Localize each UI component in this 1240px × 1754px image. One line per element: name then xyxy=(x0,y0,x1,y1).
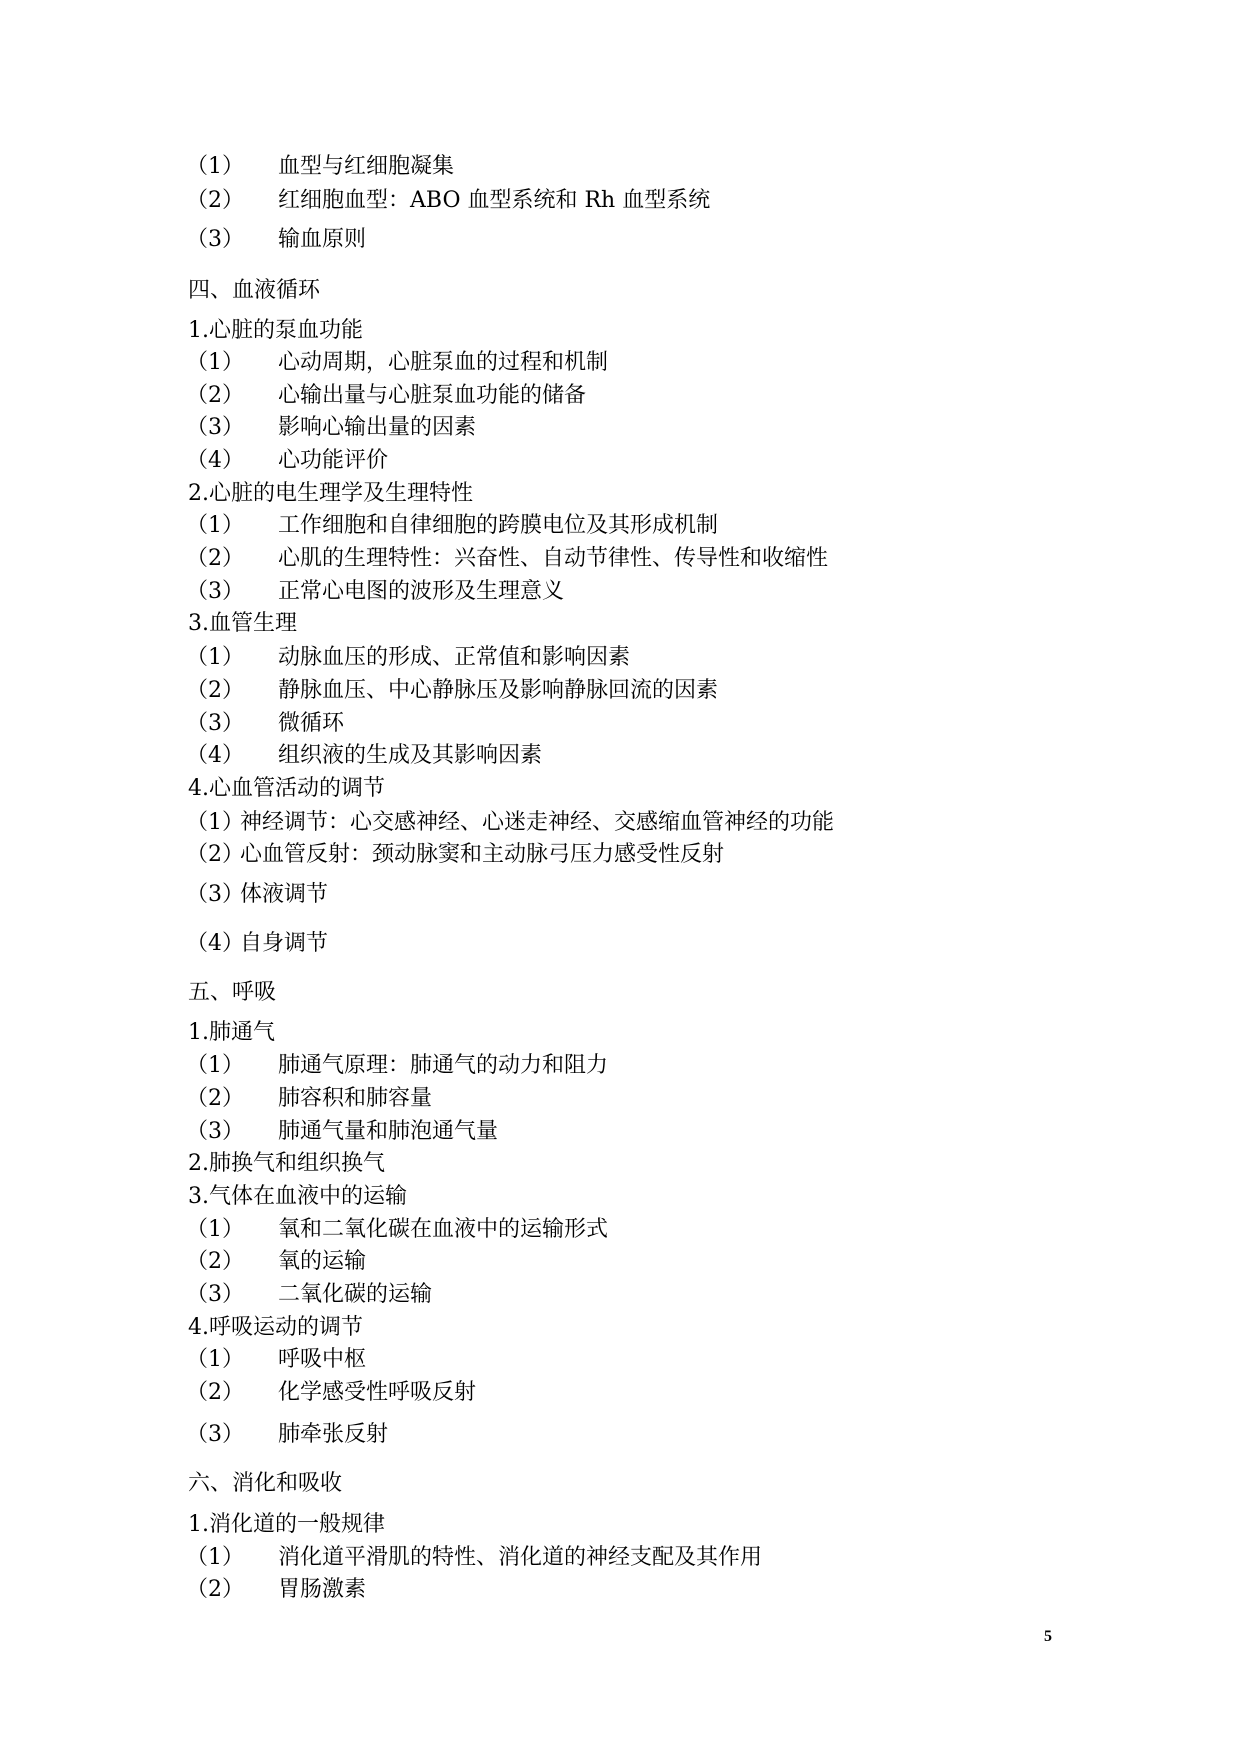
outline-item xyxy=(186,447,389,474)
item-text: 肺通气原理：肺通气的动力和阻力 xyxy=(278,1053,609,1079)
subsection-heading: 1.心脏的泵血功能 xyxy=(188,318,363,344)
section-heading: 六、消化和吸收 xyxy=(188,1471,343,1497)
item-number: （1） xyxy=(186,349,244,375)
subsection-heading: 1.肺通气 xyxy=(188,1020,275,1046)
item-text: 肺容积和肺容量 xyxy=(278,1085,433,1111)
item-text: 微循环 xyxy=(278,710,345,736)
page-number: 5 xyxy=(1044,1628,1052,1645)
outline-item xyxy=(186,153,455,180)
outline-item xyxy=(186,513,719,539)
subsection-heading: 4.呼吸运动的调节 xyxy=(188,1314,363,1340)
section-heading: 四、血液循环 xyxy=(188,277,321,303)
item-number: （3） xyxy=(186,1421,244,1447)
item-number: （1） xyxy=(186,153,244,179)
item-number: （4） xyxy=(186,743,244,769)
outline-item xyxy=(186,227,367,253)
item-text: 氧的运输 xyxy=(278,1249,367,1275)
item-number: （1） xyxy=(186,1347,244,1373)
item-text: 化学感受性呼吸反射 xyxy=(278,1379,477,1405)
item-number: （2） xyxy=(186,1577,244,1603)
item-number: （3） xyxy=(186,1118,244,1144)
item-number: （2） xyxy=(186,545,244,571)
item-number: （3） xyxy=(186,415,244,441)
subsection-heading: 1.消化道的一般规律 xyxy=(188,1511,385,1537)
item-text: 动脉血压的形成、正常值和影响因素 xyxy=(278,645,631,671)
item-text: 胃肠激素 xyxy=(278,1577,367,1603)
item-text: 心动周期，心脏泵血的过程和机制 xyxy=(278,349,609,375)
outline-item xyxy=(186,1216,609,1243)
outline-item xyxy=(186,931,328,957)
item-text: 正常心电图的波形及生理意义 xyxy=(278,578,565,604)
outline-item xyxy=(186,1347,367,1373)
subsection-heading: 3.气体在血液中的运输 xyxy=(188,1183,407,1209)
item-text: 工作细胞和自律细胞的跨膜电位及其形成机制 xyxy=(278,513,719,539)
subsection-heading: 4.心血管活动的调节 xyxy=(188,775,385,801)
item-number: （2） xyxy=(186,1085,244,1111)
item-number: （1） xyxy=(186,1053,244,1079)
outline-item xyxy=(186,710,345,737)
item-text: 体液调节 xyxy=(240,881,329,907)
item-number: （2） xyxy=(186,1249,244,1275)
item-number: （2） xyxy=(186,382,244,408)
item-number: （1） xyxy=(186,1544,244,1570)
item-text: 呼吸中枢 xyxy=(278,1347,367,1373)
item-text: 心功能评价 xyxy=(278,447,389,473)
outline-item xyxy=(186,1249,367,1275)
item-number: （2） xyxy=(186,1379,244,1405)
section-heading: 五、呼吸 xyxy=(188,979,277,1005)
item-number: （2） xyxy=(186,677,244,703)
item-number: （2） xyxy=(186,842,244,868)
outline-item xyxy=(186,743,543,769)
outline-item xyxy=(186,882,328,908)
outline-item xyxy=(186,415,477,441)
item-text: 消化道平滑肌的特性、消化道的神经支配及其作用 xyxy=(278,1544,763,1570)
outline-item xyxy=(186,1281,433,1308)
outline-item xyxy=(186,1544,763,1571)
outline-item xyxy=(186,349,609,376)
item-text: 肺牵张反射 xyxy=(278,1421,389,1447)
outline-item xyxy=(186,1421,389,1448)
item-number: （3） xyxy=(186,578,244,604)
item-number: （4） xyxy=(186,931,244,957)
item-number: （4） xyxy=(186,447,244,473)
item-number: （1） xyxy=(186,645,244,671)
item-text: 神经调节：心交感神经、心迷走神经、交感缩血管神经的功能 xyxy=(240,809,835,835)
outline-item xyxy=(186,1085,433,1112)
item-number: （2） xyxy=(186,187,244,213)
outline-item xyxy=(186,677,719,704)
outline-item xyxy=(186,810,834,836)
item-text: 自身调节 xyxy=(240,931,329,957)
item-text: 输血原则 xyxy=(278,227,367,253)
item-text: 心输出量与心脏泵血功能的储备 xyxy=(278,382,587,408)
item-number: （3） xyxy=(186,227,244,253)
item-text: 血型与红细胞凝集 xyxy=(278,153,455,179)
item-text: 影响心输出量的因素 xyxy=(278,415,477,441)
outline-item xyxy=(186,578,565,605)
item-text: 氧和二氧化碳在血液中的运输形式 xyxy=(278,1216,609,1242)
outline-item xyxy=(186,1053,609,1079)
outline-item xyxy=(186,545,829,572)
outline-item xyxy=(186,187,711,214)
subsection-heading: 2.肺换气和组织换气 xyxy=(188,1151,385,1177)
outline-item xyxy=(186,1379,477,1406)
item-number: （1） xyxy=(186,1216,244,1242)
item-number: （3） xyxy=(186,710,244,736)
outline-item xyxy=(186,645,631,671)
subsection-heading: 3.血管生理 xyxy=(188,611,297,637)
item-number: （1） xyxy=(186,513,244,539)
item-text: 二氧化碳的运输 xyxy=(278,1281,433,1307)
outline-item xyxy=(186,1118,499,1145)
item-text: 红细胞血型：ABO 血型系统和 Rh 血型系统 xyxy=(278,187,711,213)
item-number: （1） xyxy=(186,809,244,835)
outline-item xyxy=(186,382,587,409)
item-text: 心血管反射：颈动脉窦和主动脉弓压力感受性反射 xyxy=(240,842,725,868)
item-number: （3） xyxy=(186,1281,244,1307)
item-text: 静脉血压、中心静脉压及影响静脉回流的因素 xyxy=(278,677,719,703)
item-text: 心肌的生理特性：兴奋性、自动节律性、传导性和收缩性 xyxy=(278,545,829,571)
item-number: （3） xyxy=(186,881,244,907)
item-text: 组织液的生成及其影响因素 xyxy=(278,743,543,769)
subsection-heading: 2.心脏的电生理学及生理特性 xyxy=(188,480,473,506)
outline-item xyxy=(186,1577,367,1603)
item-text: 肺通气量和肺泡通气量 xyxy=(278,1118,499,1144)
outline-item xyxy=(186,842,724,868)
